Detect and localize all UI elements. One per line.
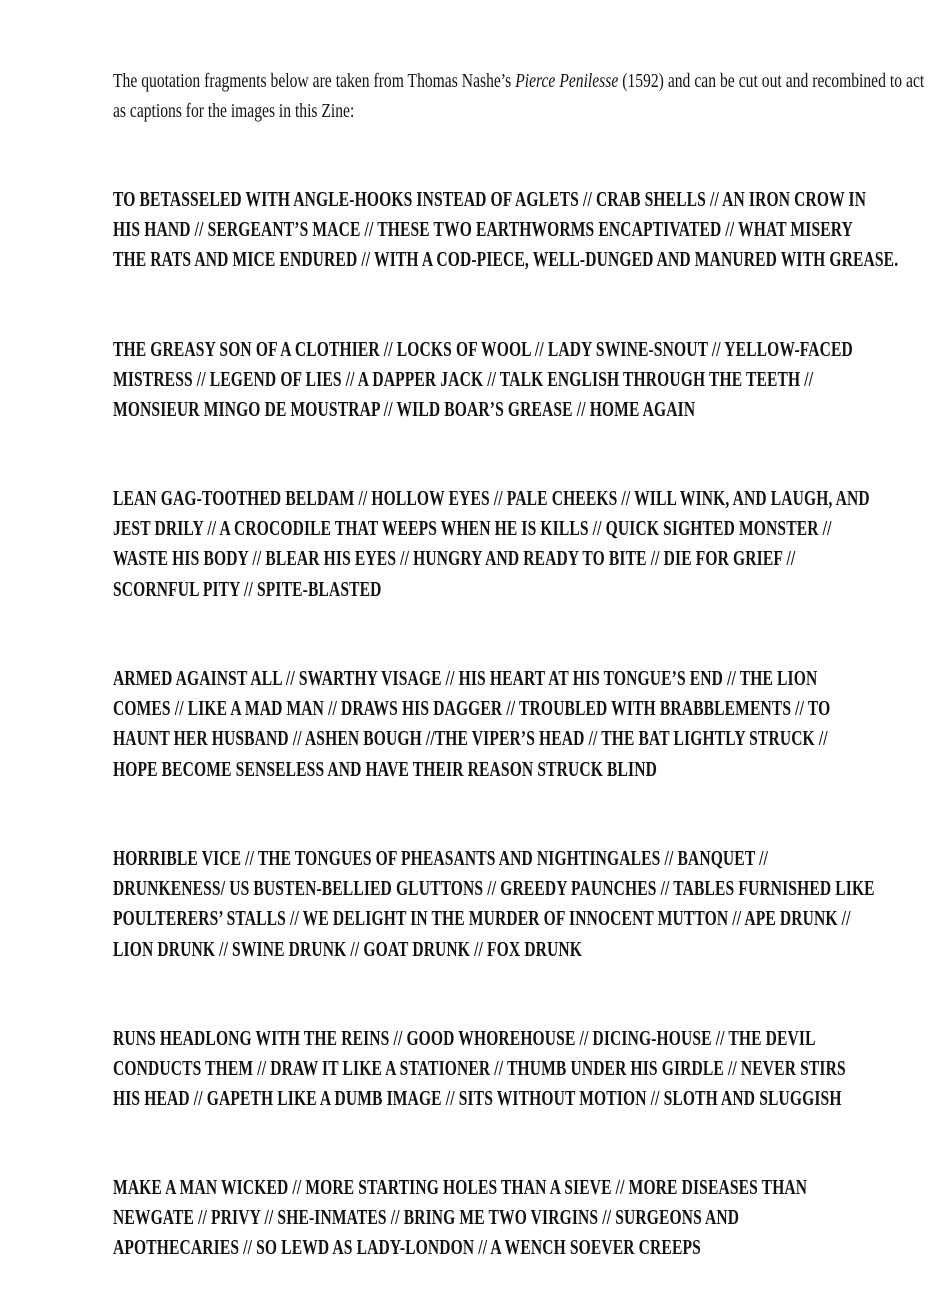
quotation-line: ARMED AGAINST ALL // SWARTHY VISAGE // HIS HEART AT HIS TONGUE’S END // THE LION [113, 666, 818, 690]
quotation-line: SCORNFUL PITY // SPITE-BLASTED [113, 576, 382, 601]
quotation-line: HIS HEAD // GAPETH LIKE A DUMB IMAGE // SITS WITHOUT MOTION // SLOTH AND SLUGGISH [113, 1086, 842, 1111]
quotation-block-1 [113, 184, 936, 275]
quotation-line: THE RATS AND MICE ENDURED // WITH A COD-PIECE, WELL-DUNGED AND MANURED WITH GREASE. [113, 247, 899, 272]
book-title: Pierce Penilesse [515, 70, 619, 92]
quotation-block-6 [113, 1023, 936, 1114]
quotation-line: JEST DRILY // A CROCODILE THAT WEEPS WHEN HE IS KILLS // QUICK SIGHTED MONSTER // [113, 516, 832, 541]
intro-text-after-title: (1592) and can be cut out and recombined to act as captions for the images in this Zine: [113, 70, 925, 122]
quotation-line: LEAN GAG-TOOTHED BELDAM // HOLLOW EYES // PALE CHEEKS // WILL WINK, AND LAUGH, AND [113, 486, 870, 510]
quotation-line: MISTRESS // LEGEND OF LIES // A DAPPER JACK // TALK ENGLISH THROUGH THE TEETH // [113, 367, 814, 392]
quotation-block-3 [113, 483, 936, 604]
quotation-line: DRUNKENESS/ US BUSTEN-BELLIED GLUTTONS // GREEDY PAUNCHES // TABLES FURNISHED LIKE [113, 876, 875, 901]
intro-paragraph [113, 66, 924, 126]
quotation-line: HAUNT HER HUSBAND // ASHEN BOUGH //THE VIPER’S HEAD // THE BAT LIGHTLY STRUCK // [113, 726, 828, 751]
quotation-line: COMES // LIKE A MAD MAN // DRAWS HIS DAGGER // TROUBLED WITH BRABBLEMENTS // TO [113, 696, 831, 721]
quotation-line: APOTHECARIES // SO LEWD AS LADY-LONDON // A WENCH SOEVER CREEPS [113, 1235, 701, 1260]
intro-text-before-title: The quotation fragments below are taken from Thomas Nashe’s [113, 70, 516, 92]
quotation-line: MAKE A MAN WICKED // MORE STARTING HOLES THAN A SIEVE // MORE DISEASES THAN [113, 1175, 808, 1199]
quotation-line: RUNS HEADLONG WITH THE REINS // GOOD WHOREHOUSE // DICING-HOUSE // THE DEVIL [113, 1026, 816, 1050]
quotation-line: WASTE HIS BODY // BLEAR HIS EYES // HUNGRY AND READY TO BITE // DIE FOR GRIEF // [113, 546, 796, 571]
quotation-line: THE GREASY SON OF A CLOTHIER // LOCKS OF WOOL // LADY SWINE-SNOUT // YELLOW-FACED [113, 337, 853, 361]
quotation-block-4 [113, 663, 936, 784]
quotation-line: HOPE BECOME SENSELESS AND HAVE THEIR REASON STRUCK BLIND [113, 756, 657, 781]
zine-page [113, 66, 933, 1260]
quotation-block-2 [113, 334, 936, 425]
quotation-line: MONSIEUR MINGO DE MOUSTRAP // WILD BOAR’S GREASE // HOME AGAIN [113, 397, 696, 422]
quotation-block-7 [113, 1172, 936, 1263]
quotation-line: NEWGATE // PRIVY // SHE-INMATES // BRING ME TWO VIRGINS // SURGEONS AND [113, 1205, 740, 1230]
quotation-line: LION DRUNK // SWINE DRUNK // GOAT DRUNK // FOX DRUNK [113, 936, 583, 961]
quotation-line: HORRIBLE VICE // THE TONGUES OF PHEASANTS AND NIGHTINGALES // BANQUET // [113, 846, 769, 870]
quotation-line: TO BETASSELED WITH ANGLE-HOOKS INSTEAD OF AGLETS // CRAB SHELLS // AN IRON CROW IN [113, 187, 867, 211]
quotation-line: CONDUCTS THEM // DRAW IT LIKE A STATIONER // THUMB UNDER HIS GIRDLE // NEVER STIRS [113, 1056, 846, 1081]
quotation-block-5 [113, 843, 936, 964]
quotation-line: HIS HAND // SERGEANT’S MACE // THESE TWO EARTHWORMS ENCAPTIVATED // WHAT MISERY [113, 217, 853, 242]
quotation-line: POULTERERS’ STALLS // WE DELIGHT IN THE MURDER OF INNOCENT MUTTON // APE DRUNK // [113, 906, 851, 931]
